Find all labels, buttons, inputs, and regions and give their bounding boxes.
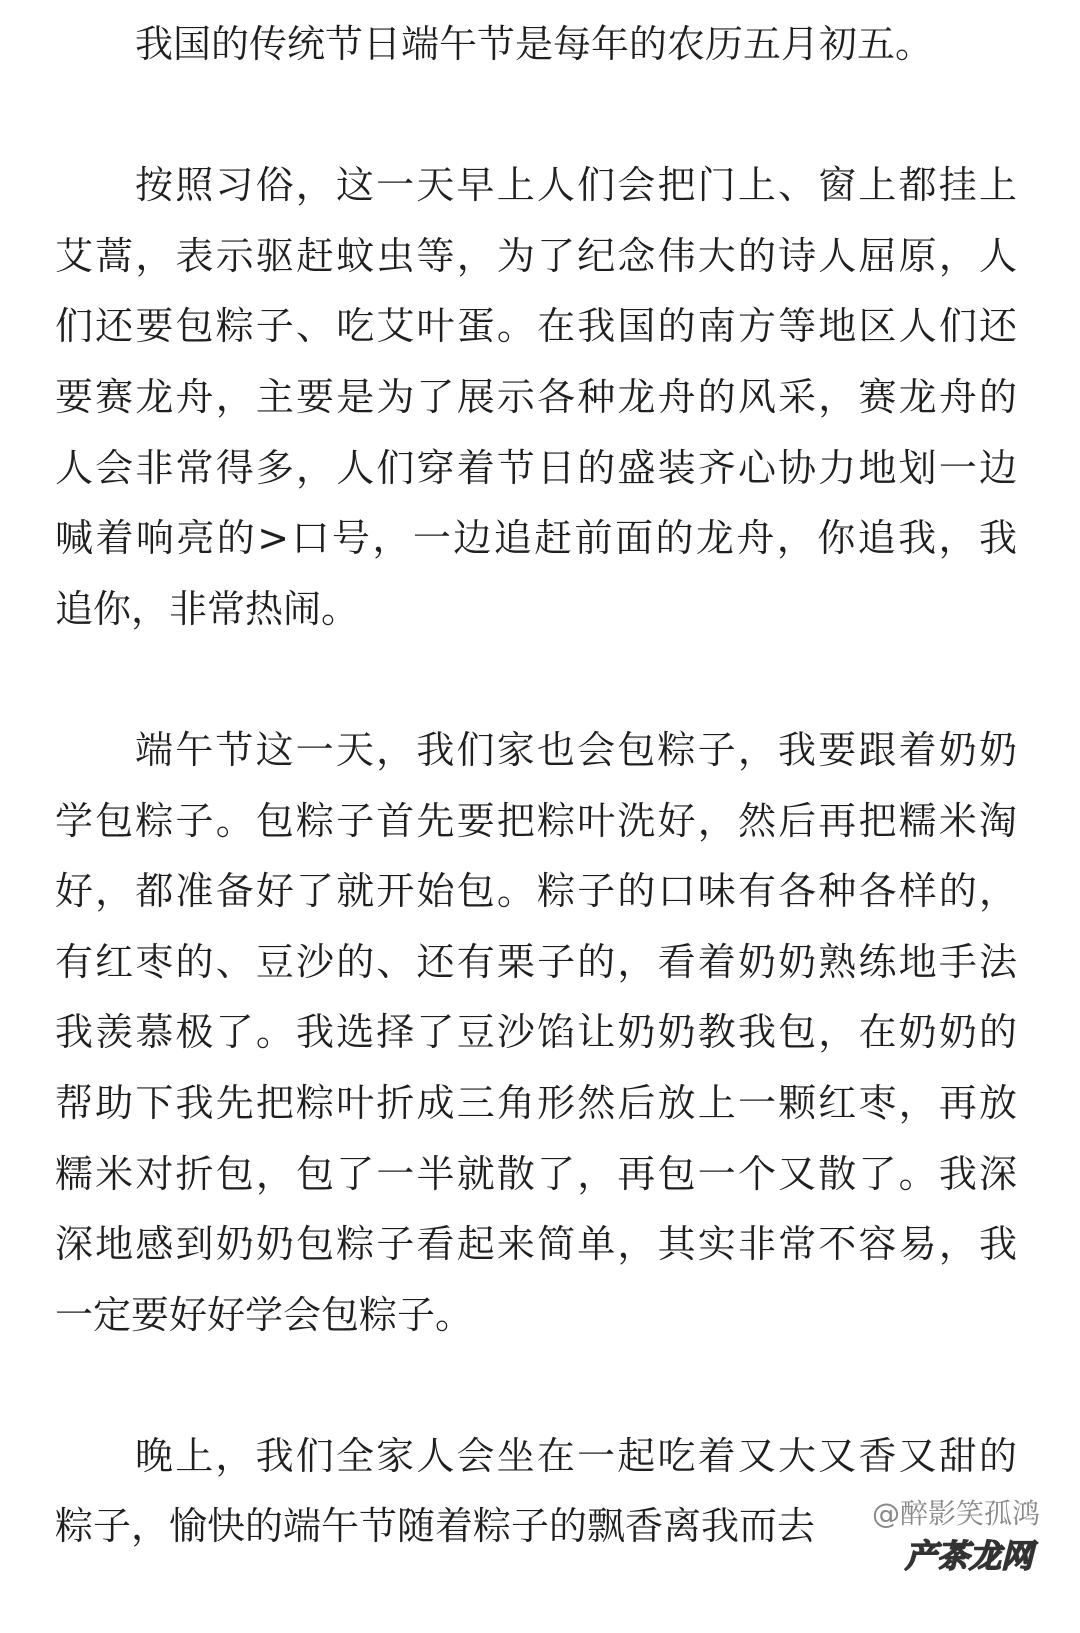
text-line: 我羡慕极了。我选择了豆沙馅让奶奶教我包，在奶奶的: [55, 1010, 1017, 1055]
site-watermark: 产茶龙网: [905, 1537, 1034, 1575]
text-line: 们还要包粽子、吃艾叶蛋。在我国的南方等地区人们还: [55, 304, 1017, 349]
text-line: 要赛龙舟，主要是为了展示各种龙舟的风采，赛龙舟的: [55, 374, 1017, 419]
paragraph: [55, 150, 1017, 644]
paragraph: [55, 9, 1017, 80]
text-line: 糯米对折包，包了一半就散了，再包一个又散了。我深: [55, 1151, 1017, 1196]
essay-body: [55, 9, 1017, 1633]
text-line: 好，都准备好了就开始包。粽子的口味有各种各样的，: [55, 869, 1017, 914]
paragraph: [55, 1421, 1017, 1562]
text-line: 按照习俗，这一天早上人们会把门上、窗上都挂上: [135, 163, 1017, 208]
text-line: 我国的传统节日端午节是每年的农历五月初五。: [135, 22, 934, 66]
text-line: 学包粽子。包粽子首先要把粽叶洗好，然后再把糯米淘: [55, 798, 1017, 843]
text-line: 艾蒿，表示驱赶蚊虫等，为了纪念伟大的诗人屈原，人: [55, 233, 1017, 278]
text-line: 有红枣的、豆沙的、还有栗子的，看着奶奶熟练地手法: [55, 939, 1017, 984]
text-line: 帮助下我先把粽叶折成三角形然后放上一颗红枣，再放: [55, 1080, 1017, 1125]
text-line: 一定要好好学会包粽子。: [55, 1292, 474, 1337]
author-watermark: @醉影笑孤鸿: [872, 1497, 1041, 1530]
text-line: 晚上，我们全家人会坐在一起吃着又大又香又甜的: [135, 1433, 1017, 1478]
text-line: 端午节这一天，我们家也会包粽子，我要跟着奶奶: [135, 727, 1017, 772]
paragraph: [55, 715, 1017, 1350]
text-line: 追你，非常热闹。: [55, 586, 360, 631]
text-line: 人会非常得多，人们穿着节日的盛装齐心协力地划一边: [55, 445, 1017, 490]
text-line: 深地感到奶奶包粽子看起来简单，其实非常不容易，我: [55, 1222, 1017, 1267]
text-line: 粽子，愉快的端午节随着粽子的飘香离我而去: [55, 1504, 816, 1549]
text-line: 喊着响亮的>口号，一边追赶前面的龙舟，你追我，我: [55, 516, 1017, 561]
